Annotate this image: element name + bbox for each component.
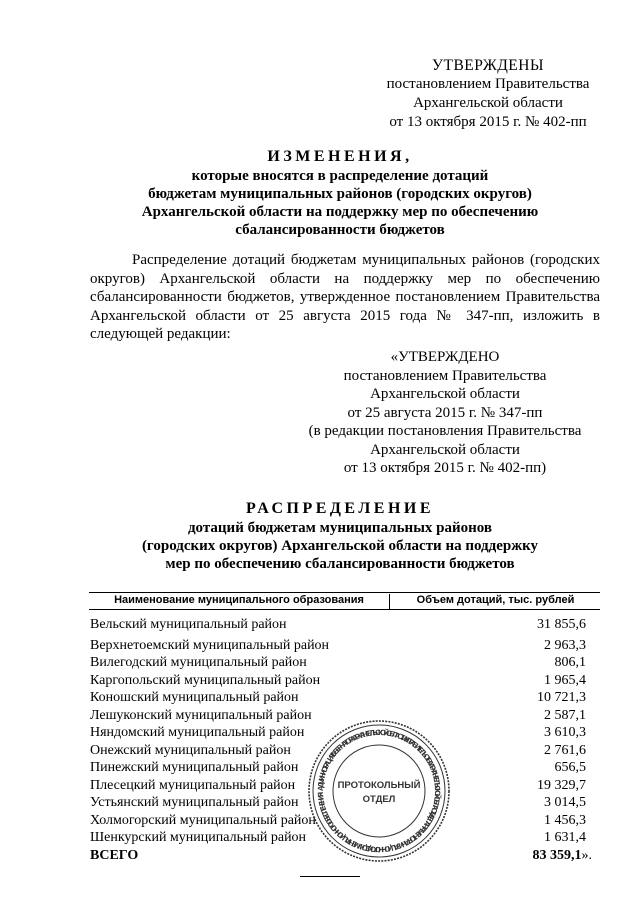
row-value: 10 721,3 (537, 690, 586, 705)
distribution-title-line: (городских округов) Архангельской области на поддержку (141, 538, 539, 554)
row-name: Пинежский муниципальный район (90, 760, 299, 775)
table-row (90, 637, 600, 655)
approved-line: Архангельской области (413, 95, 563, 111)
approval-header (368, 56, 608, 132)
total-amount: 83 359,1 (532, 847, 582, 863)
approved-line: от 13 октября 2015 г. № 402-пп (389, 114, 587, 130)
row-value: 31 855,6 (537, 617, 586, 632)
official-stamp (304, 716, 454, 866)
row-value: 2 587,1 (544, 707, 586, 723)
row-name: Устьянский муниципальный район (90, 795, 299, 810)
row-name: Плесецкий муниципальный район (90, 777, 296, 793)
row-name: Шенкурский муниципальный район (90, 830, 307, 845)
distribution-title (80, 500, 600, 573)
row-value: 2 761,6 (544, 742, 586, 758)
row-name: Няндомский муниципальный район (90, 725, 305, 740)
row-value: 3 014,5 (544, 795, 586, 810)
approved-quote-line: от 13 октября 2015 г. № 402-пп) (343, 460, 547, 476)
row-value: 806,1 (554, 655, 586, 670)
total-label: ВСЕГО (90, 847, 139, 863)
approved-quote-line: постановлением Правительства (343, 367, 547, 384)
row-name: Верхнетоемский муниципальный район (90, 637, 330, 653)
changes-heading: ИЗМЕНЕНИЯ, (267, 148, 413, 165)
stamp-ring-textpath: АДМИНИСТРАЦИЯ ГУБЕРНАТОРА АРХАНГЕЛЬСКОЙ ОБЛАСТИ И ПРАВИТЕЛЬСТВА АРХАНГЕЛЬСКОЙ ОБЛАСТИ • ДЕПАРТАМЕНТ ОРГАНИЗАЦИОННОГО И ДОКУМЕНТАЦИОННОГО ОБЕСПЕЧЕНИЯ • (315, 727, 443, 855)
approved-quote-line: Архангельской области (370, 386, 520, 402)
row-value: 19 329,7 (537, 777, 586, 793)
column-header-name: Наименование муниципального образования (89, 594, 390, 609)
column-header-value: Объем дотаций, тыс. рублей (416, 594, 575, 606)
stamp-center-line2: ОТДЕЛ (362, 794, 396, 805)
row-name: Холмогорский муниципальный район (90, 812, 316, 828)
changes-title-line: которые вносятся в распределение дотаций (191, 168, 489, 184)
changes-title-line: Архангельской области на поддержку мер по обеспечению (141, 204, 539, 220)
table-row (90, 654, 600, 672)
table-row (90, 672, 600, 690)
table-header (89, 592, 600, 610)
stamp-inner-ring (333, 745, 425, 837)
changes-title (80, 148, 600, 239)
distribution-title-line: дотаций бюджетам муниципальных районов (187, 520, 493, 536)
row-value: 3 610,3 (544, 725, 586, 740)
distribution-heading: РАСПРЕДЕЛЕНИЕ (245, 500, 435, 517)
approved-quote-line: от 25 августа 2015 г. № 347-пп (347, 404, 543, 421)
approved-quote-line: «УТВЕРЖДЕНО (390, 349, 500, 365)
closing-quote-mark: ». (581, 847, 592, 863)
distribution-title-line: мер по обеспечению сбалансированности бюджетов (165, 556, 515, 572)
row-name: Коношский муниципальный район (90, 690, 299, 705)
approved-quote-line: (в редакции постановления Правительства (308, 423, 582, 439)
row-value: 1 631,4 (544, 830, 586, 845)
changes-title-line: бюджетам муниципальных районов (городских округов) (148, 186, 532, 202)
row-value: 2 963,3 (544, 637, 586, 653)
row-name: Онежский муниципальный район (90, 742, 291, 758)
row-value: 1 965,4 (544, 672, 586, 688)
table-row (90, 616, 600, 634)
table-row (90, 689, 600, 707)
approved-quote-line: Архангельской области (370, 441, 520, 458)
approved-heading: УТВЕРЖДЕНЫ (432, 57, 544, 74)
row-value: 1 456,3 (544, 812, 586, 828)
approved-line: постановлением Правительства (386, 76, 590, 92)
approval-quote (300, 348, 590, 478)
body-paragraph: Распределение дотаций бюджетам муниципальных районов (городских округов) Архангельской области на поддержку мер по обеспечению сбалансированности бюджетов, утвержденное постановлением Правительства Архангельской области от 25 августа 2015 года № 347-пп, изложить в следующей редакции: (90, 252, 600, 342)
row-name: Вельский муниципальный район (90, 617, 287, 632)
signature-underline (300, 876, 360, 877)
stamp-center-line1: ПРОТОКОЛЬНЫЙ (337, 780, 421, 791)
stamp-outer-ring (309, 721, 449, 861)
row-name: Лешуконский муниципальный район (90, 707, 312, 723)
changes-title-line: сбалансированности бюджетов (235, 222, 445, 238)
row-name: Каргопольский муниципальный район (90, 672, 321, 688)
row-value: 656,5 (554, 760, 586, 775)
row-name: Вилегодский муниципальный район (90, 655, 307, 670)
total-value (533, 847, 593, 865)
